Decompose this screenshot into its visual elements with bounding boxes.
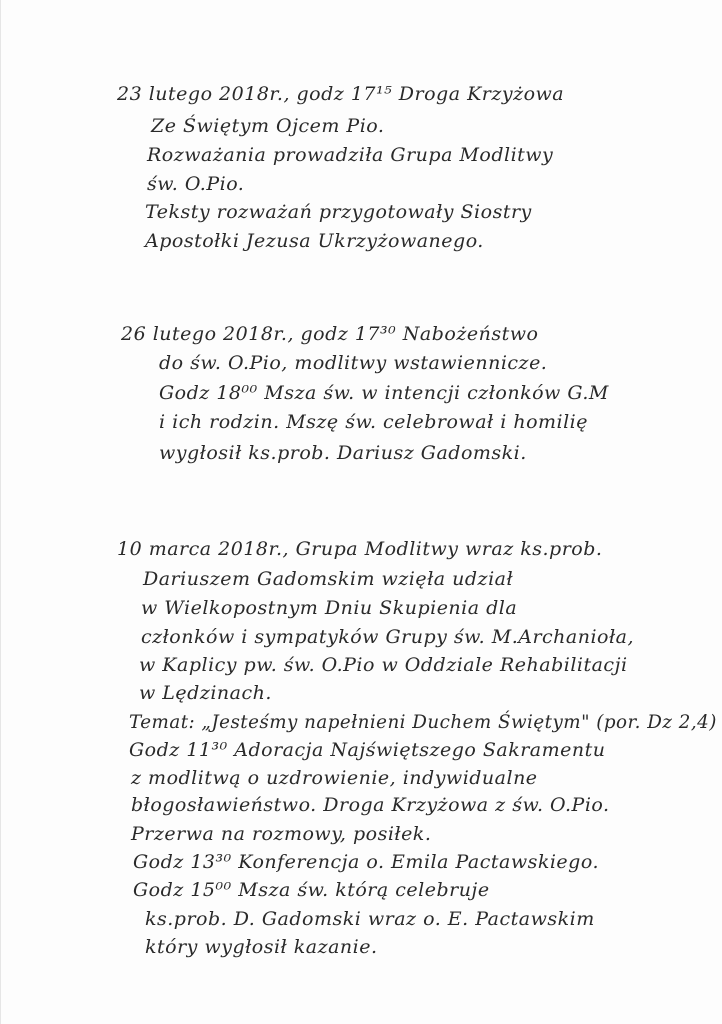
- entry-line: Godz 18⁰⁰ Msza św. w intencji członków G.M: [159, 382, 609, 404]
- entry-line: Apostołki Jezusa Ukrzyżowanego.: [145, 230, 484, 252]
- entry-line: Godz 13³⁰ Konferencja o. Emila Pactawskiego.: [133, 851, 599, 873]
- entry-line: w Lędzinach.: [139, 682, 272, 704]
- entry-line: z modlitwą o uzdrowienie, indywidualne: [131, 767, 538, 789]
- entry-line: Rozważania prowadziła Grupa Modlitwy: [147, 144, 554, 166]
- entry-line: św. O.Pio.: [147, 173, 245, 195]
- entry-line: który wygłosił kazanie.: [145, 936, 378, 958]
- entry-line: w Wielkopostnym Dniu Skupienia dla: [141, 597, 518, 619]
- entry-line: w Kaplicy pw. św. O.Pio w Oddziale Rehabilitacji: [139, 654, 628, 676]
- entry-line: Godz 11³⁰ Adoracja Najświętszego Sakramentu: [129, 739, 606, 761]
- entry-line: Temat: „Jesteśmy napełnieni Duchem Świętym" (por. Dz 2,4): [129, 711, 717, 733]
- entry-line: ks.prob. D. Gadomski wraz o. E. Pactawskim: [145, 908, 595, 930]
- entry-line: Ze Świętym Ojcem Pio.: [151, 115, 385, 137]
- entry-line: wygłosił ks.prob. Dariusz Gadomski.: [159, 442, 527, 464]
- entry-line: członków i sympatyków Grupy św. M.Archanioła,: [141, 626, 635, 648]
- entry-heading: 26 lutego 2018r., godz 17³⁰ Nabożeństwo: [121, 323, 539, 345]
- entry-line: błogosławieństwo. Droga Krzyżowa z św. O.Pio.: [131, 794, 610, 816]
- entry-line: Teksty rozważań przygotowały Siostry: [145, 201, 532, 223]
- entry-line: Przerwa na rozmowy, posiłek.: [131, 823, 432, 845]
- entry-line: do św. O.Pio, modlitwy wstawiennicze.: [159, 352, 548, 374]
- entry-line: i ich rodzin. Mszę św. celebrował i homilię: [159, 411, 588, 433]
- entry-line: Dariuszem Gadomskim wzięła udział: [143, 568, 514, 590]
- entry-heading: 23 lutego 2018r., godz 17¹⁵ Droga Krzyżowa: [117, 83, 565, 105]
- entry-mar-10: [1, 0, 722, 1024]
- entry-line: Godz 15⁰⁰ Msza św. którą celebruje: [133, 879, 490, 901]
- entry-heading: 10 marca 2018r., Grupa Modlitwy wraz ks.prob.: [117, 538, 603, 560]
